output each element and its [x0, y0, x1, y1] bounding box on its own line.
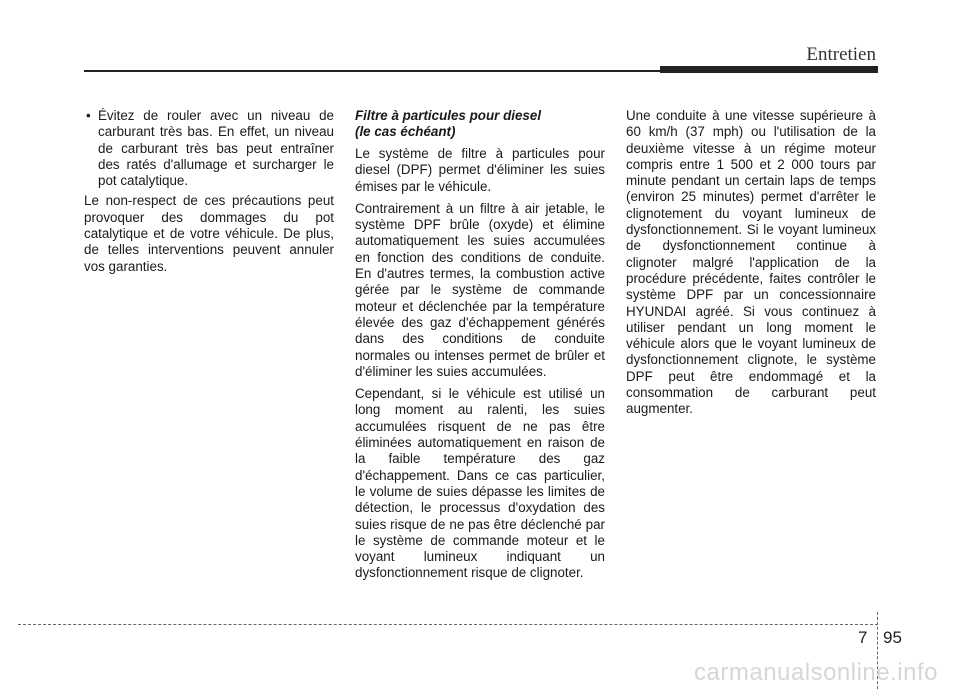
heading-line-1: Filtre à particules pour diesel [355, 108, 542, 123]
section-title: Entretien [806, 44, 876, 65]
warranty-paragraph: Le non-respect de ces précautions peut provoquer des dommages du pot catalytique et de votre véhicule. De plus, de telles interventions peuvent annuler vos garanties. [84, 193, 334, 274]
bullet-dot: • [86, 108, 91, 123]
column-3 [626, 108, 876, 424]
dpf-paragraph-3: Cependant, si le véhicule est utilisé un long moment au ralenti, les suies accumulées risquent de ne pas être éliminées automatiquement en raison de la faible température des gaz d'échappement. Dans ce cas particulier, le volume de suies dépasse les limites de détection, le processus d'oxydation des suies risque de ne pas être déclenché par le système de commande moteur et le voyant lumineux indiquant un dysfonctionnement risque de clignoter. [355, 386, 605, 581]
watermark: carmanualsonline.info [694, 659, 938, 686]
dpf-paragraph-4: Une conduite à une vitesse supérieure à 60 km/h (37 mph) ou l'utilisation de la deuxième vitesse à un régime moteur compris entre 1 500 et 2 000 tours par minute pendant un certain laps de temps (environ 25 minutes) permet d'arrêter le clignotement du voyant lumineux de dysfonctionnement. Si le voyant lumineux de dysfonctionnement continue à clignoter malgré l'application de la procédure précédente, faites contrôler le système DPF par un concessionnaire HYUNDAI agréé. Si vous continuez à utiliser pendant un long moment le véhicule alors que le voyant lumineux de dysfonctionnement clignote, le système DPF peut être endommagé et la consommation de carburant peut augmenter. [626, 108, 876, 417]
section-heading [355, 108, 605, 140]
header-rule-thin [84, 70, 660, 72]
bullet-item [84, 108, 334, 189]
heading-line-2: (le cas échéant) [355, 124, 456, 139]
column-1 [84, 108, 334, 281]
page-number: 95 [883, 628, 902, 647]
column-2 [355, 108, 605, 588]
chapter-number: 7 [858, 628, 868, 647]
dpf-paragraph-1: Le système de filtre à particules pour diesel (DPF) permet d'éliminer les suies émises par le véhicule. [355, 146, 605, 194]
bullet-text: Évitez de rouler avec un niveau de carburant très bas. En effet, un niveau de carburant très bas peut entraîner des ratés d'allumage et surcharger le pot catalytique. [98, 108, 334, 189]
footer-rule [18, 624, 878, 625]
header-rule-thick [660, 66, 878, 73]
dpf-paragraph-2: Contrairement à un filtre à air jetable, le système DPF brûle (oxyde) et élimine automatiquement les suies accumulées en fonction des conditions de conduite. En d'autres termes, la combustion active gérée par le système de commande moteur et déclenchée par la température élevée des gaz d'échappement générés dans des conditions de conduite normales ou intenses permet de brûler et d'éliminer les suies accumulées. [355, 200, 605, 379]
